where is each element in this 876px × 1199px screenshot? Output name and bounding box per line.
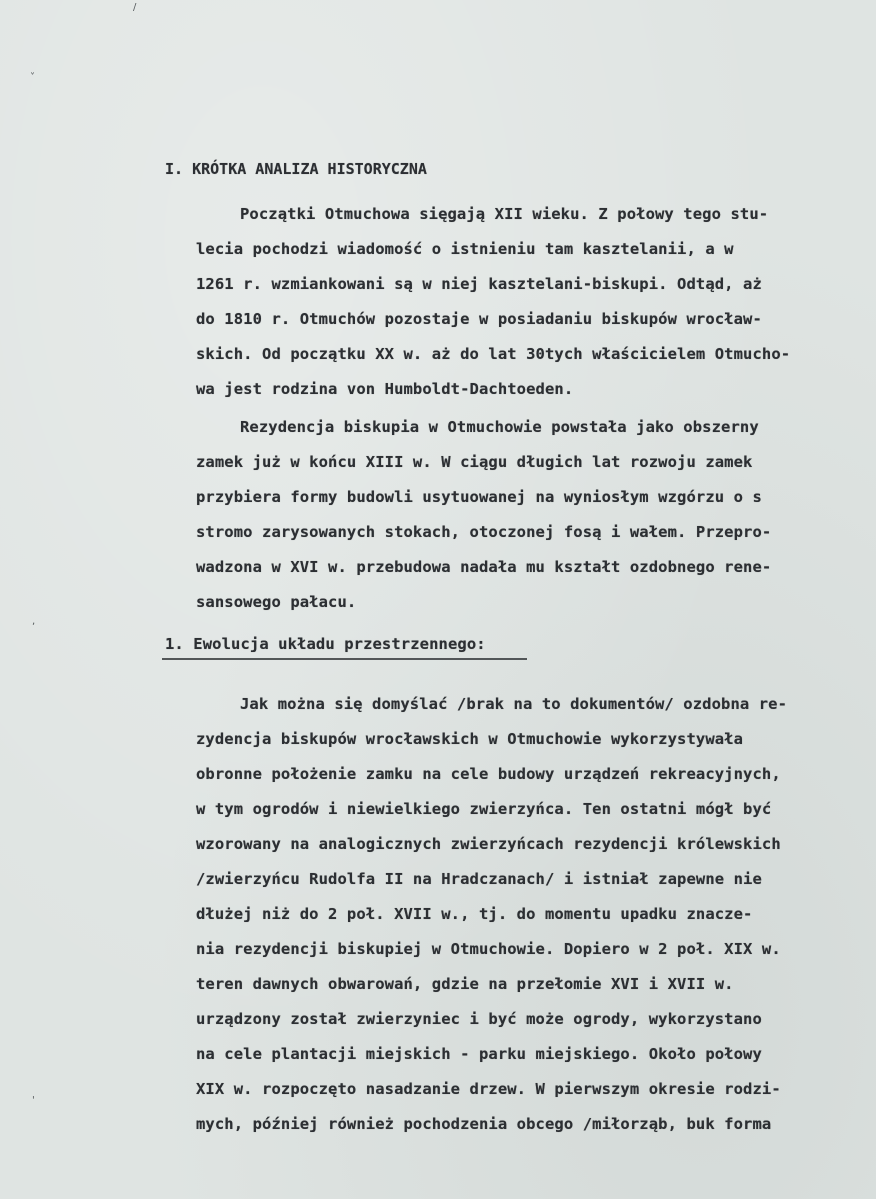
text-line: obronne położenie zamku na cele budowy urządzeń rekreacyjnych, (196, 765, 781, 783)
text-line: w tym ogrodów i niewielkiego zwierzyńca. Ten ostatni mógł być (196, 800, 772, 818)
text-line: nia rezydencji biskupiej w Otmuchowie. Dopiero w 2 poł. XIX w. (196, 940, 781, 958)
text-line: na cele plantacji miejskich - parku miejskiego. Około połowy (196, 1045, 762, 1063)
text-line: zydencja biskupów wrocławskich w Otmuchowie wykorzystywała (196, 730, 744, 748)
text-line: przybiera formy budowli usytuowanej na wyniosłym wzgórzu o s (196, 488, 762, 506)
page-speck: / (133, 2, 137, 13)
text-line: Jak można się domyślać /brak na to dokumentów/ ozdobna re- (240, 695, 788, 713)
text-line: dłużej niż do 2 poł. XVII w., tj. do momentu upadku znacze- (196, 905, 753, 923)
text-line: lecia pochodzi wiadomość o istnieniu tam kasztelanii, a w (196, 240, 734, 258)
text-line: /zwierzyńcu Rudolfa II na Hradczanach/ i istniał zapewne nie (196, 870, 762, 888)
text-line: do 1810 r. Otmuchów pozostaje w posiadaniu biskupów wrocław- (196, 310, 762, 328)
page-speck: , (32, 616, 36, 627)
text-line: XIX w. rozpoczęto nasadzanie drzew. W pierwszym okresie rodzi- (196, 1080, 781, 1098)
text-line: Początki Otmuchowa sięgają XII wieku. Z połowy tego stu- (240, 205, 769, 223)
text-line: wa jest rodzina von Humboldt-Dachtoeden. (196, 380, 574, 398)
text-line: urządzony został zwierzyniec i być może ogrody, wykorzystano (196, 1010, 762, 1028)
text-line: sansowego pałacu. (196, 593, 357, 611)
page-speck: ' (32, 1095, 35, 1106)
text-line: teren dawnych obwarowań, gdzie na przełomie XVI i XVII w. (196, 975, 734, 993)
section-heading: I. KRÓTKA ANALIZA HISTORYCZNA (165, 160, 427, 178)
text-line: wadzona w XVI w. przebudowa nadała mu kształt ozdobnego rene- (196, 558, 772, 576)
text-line: zamek już w końcu XIII w. W ciągu długich lat rozwoju zamek (196, 453, 753, 471)
text-line: wzorowany na analogicznych zwierzyńcach rezydencji królewskich (196, 835, 781, 853)
page-speck: ˅ (30, 72, 35, 83)
subsection-heading: 1. Ewolucja układu przestrzennego: (165, 635, 486, 653)
text-line: 1261 r. wzmiankowani są w niej kasztelani-biskupi. Odtąd, aż (196, 275, 762, 293)
text-line: stromo zarysowanych stokach, otoczonej fosą i wałem. Przepro- (196, 523, 772, 541)
text-line: Rezydencja biskupia w Otmuchowie powstała jako obszerny (240, 418, 759, 436)
text-line: mych, później również pochodzenia obcego /miłorząb, buk forma (196, 1115, 772, 1133)
subheading-underline (162, 658, 527, 660)
text-line: skich. Od początku XX w. aż do lat 30tych właścicielem Otmucho- (196, 345, 791, 363)
